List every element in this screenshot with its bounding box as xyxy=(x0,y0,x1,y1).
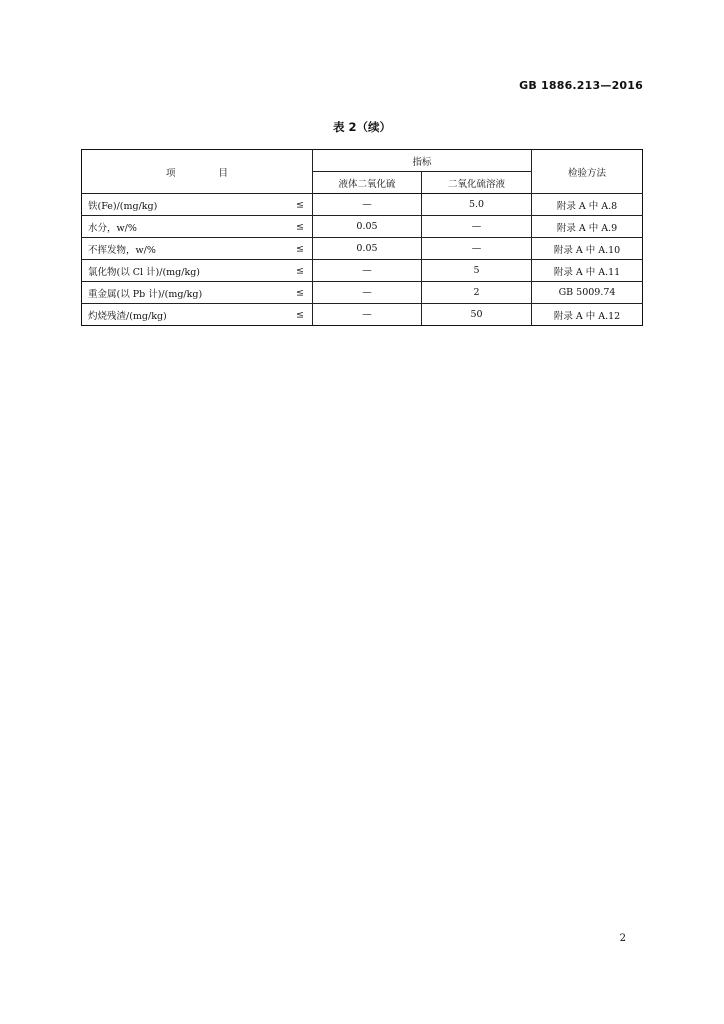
header-method: 检验方法 xyxy=(532,150,643,194)
table-row xyxy=(82,216,643,238)
page-number: 2 xyxy=(619,933,626,944)
row-liquid: — xyxy=(313,304,422,326)
row-solution: 50 xyxy=(422,304,532,326)
row-method: 附录 A 中 A.8 xyxy=(532,194,643,216)
row-item: 灼烧残渣/(mg/kg) xyxy=(88,310,167,322)
row-liquid: — xyxy=(313,194,422,216)
table-row xyxy=(82,304,643,326)
le-symbol: ≤ xyxy=(296,309,304,320)
table-row xyxy=(82,282,643,304)
row-item: 水分，w/% xyxy=(88,222,137,234)
table-title: 表 2（续） xyxy=(332,120,391,134)
row-solution: 5.0 xyxy=(422,194,532,216)
row-liquid: 0.05 xyxy=(313,216,422,238)
row-solution: — xyxy=(422,238,532,260)
header-indicator: 指标 xyxy=(313,150,532,172)
row-item: 不挥发物，w/% xyxy=(88,244,156,256)
row-solution: 5 xyxy=(422,260,532,282)
le-symbol: ≤ xyxy=(296,221,304,232)
row-item-cell xyxy=(82,238,313,260)
row-item-cell xyxy=(82,194,313,216)
row-solution: — xyxy=(422,216,532,238)
row-item-cell xyxy=(82,304,313,326)
row-liquid: — xyxy=(313,282,422,304)
row-item: 重金属(以 Pb 计)/(mg/kg) xyxy=(88,288,203,300)
le-symbol: ≤ xyxy=(296,265,304,276)
standard-code: GB 1886.213—2016 xyxy=(519,79,643,92)
table-row xyxy=(82,238,643,260)
row-liquid: 0.05 xyxy=(313,238,422,260)
table-row xyxy=(82,194,643,216)
row-method: 附录 A 中 A.12 xyxy=(532,304,643,326)
header-liquid: 液体二氧化硫 xyxy=(313,172,422,194)
header-solution: 二氧化硫溶液 xyxy=(422,172,532,194)
row-item-cell xyxy=(82,216,313,238)
table-row xyxy=(82,260,643,282)
spec-table xyxy=(81,149,643,326)
row-method: GB 5009.74 xyxy=(532,282,643,304)
row-item-cell xyxy=(82,260,313,282)
header-item: 项 目 xyxy=(82,150,313,194)
row-liquid: — xyxy=(313,260,422,282)
le-symbol: ≤ xyxy=(296,199,304,210)
row-item: 铁(Fe)/(mg/kg) xyxy=(88,200,158,212)
row-item: 氯化物(以 Cl 计)/(mg/kg) xyxy=(88,266,201,278)
le-symbol: ≤ xyxy=(296,287,304,298)
row-method: 附录 A 中 A.11 xyxy=(532,260,643,282)
row-solution: 2 xyxy=(422,282,532,304)
le-symbol: ≤ xyxy=(296,243,304,254)
table-body xyxy=(82,194,643,326)
row-item-cell xyxy=(82,282,313,304)
row-method: 附录 A 中 A.9 xyxy=(532,216,643,238)
row-method: 附录 A 中 A.10 xyxy=(532,238,643,260)
